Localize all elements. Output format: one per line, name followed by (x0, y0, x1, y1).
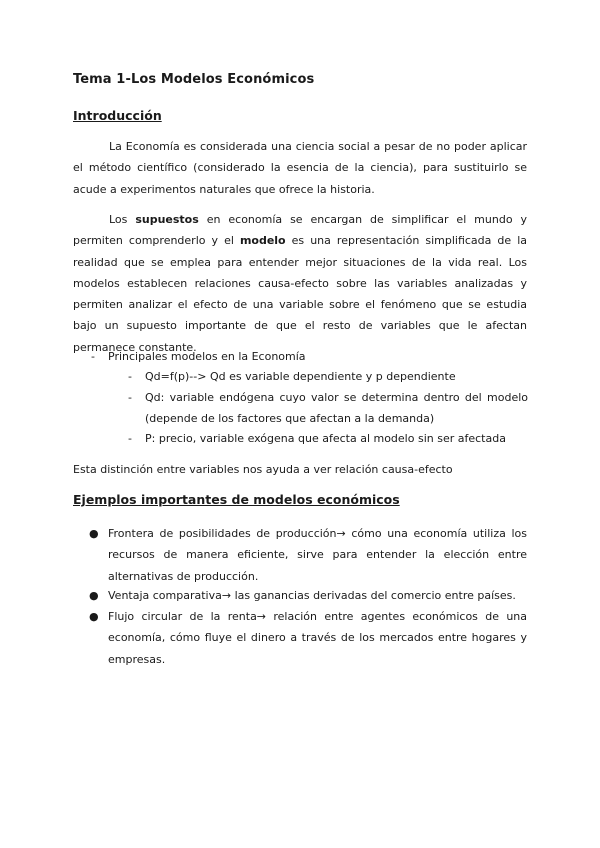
examples-heading: Ejemplos importantes de modelos económicos (73, 492, 400, 507)
dash-bullet: - (128, 432, 132, 445)
principal-models-label: Principales modelos en la Economía (108, 350, 306, 363)
example-production-frontier: Frontera de posibilidades de producción→ cómo una economía utiliza los recursos de manera eficiente, sirve para entender la elección entre alternativas de producción. (108, 527, 527, 583)
supuestos-text-3: es una representación simplificada de la realidad que se emplea para entender mejor situaciones de la vida real. Los modelos establecen relaciones causa-efecto sobre las variables analizadas y permiten analizar el efecto de una variable sobre el fenómeno que se estudia bajo un supuesto importante de que el resto de variables que le afectan permanece constante. (73, 234, 528, 354)
intro-heading: Introducción (73, 108, 162, 123)
supuestos-text-2: en economía se encargan de simplificar el mundo y permiten comprenderlo y el (73, 213, 527, 248)
bullet-dot: ● (89, 527, 99, 540)
example-comparative-advantage: Ventaja comparativa→ las ganancias derivadas del comercio entre países. (108, 589, 516, 602)
intro-paragraph: La Economía es considerada una ciencia social a pesar de no poder aplicar el método científico (considerado la esencia de la ciencia), para sustituirlo se acude a experimentos naturales que ofrece la historia. (73, 140, 527, 196)
sub-item-price-exogenous: P: precio, variable exógena que afecta al modelo sin ser afectada (145, 432, 506, 445)
supuestos-paragraph (73, 209, 527, 358)
example-circular-flow: Flujo circular de la renta→ relación entre agentes económicos de una economía, cómo fluye el dinero a través de los mercados entre hogares y empresas. (108, 610, 527, 666)
supuestos-bold-term: supuestos (135, 213, 199, 226)
modelo-bold-term: modelo (239, 234, 286, 248)
sub-item-qd-endogenous: Qd: variable endógena cuyo valor se determina dentro del modelo (depende de los factores que afectan a la demanda) (145, 391, 528, 426)
supuestos-text-1: Los (109, 213, 136, 226)
distinction-text: Esta distinción entre variables nos ayuda a ver relación causa-efecto (73, 463, 453, 476)
bullet-dot: ● (89, 610, 99, 623)
dash-bullet: - (128, 370, 132, 383)
dash-bullet: - (128, 391, 132, 404)
sub-item-qd-function: Qd=f(p)--> Qd es variable dependiente y p dependiente (145, 370, 456, 383)
bullet-dot: ● (89, 589, 99, 602)
page-title: Tema 1-Los Modelos Económicos (73, 72, 315, 87)
dash-bullet: - (91, 350, 95, 363)
